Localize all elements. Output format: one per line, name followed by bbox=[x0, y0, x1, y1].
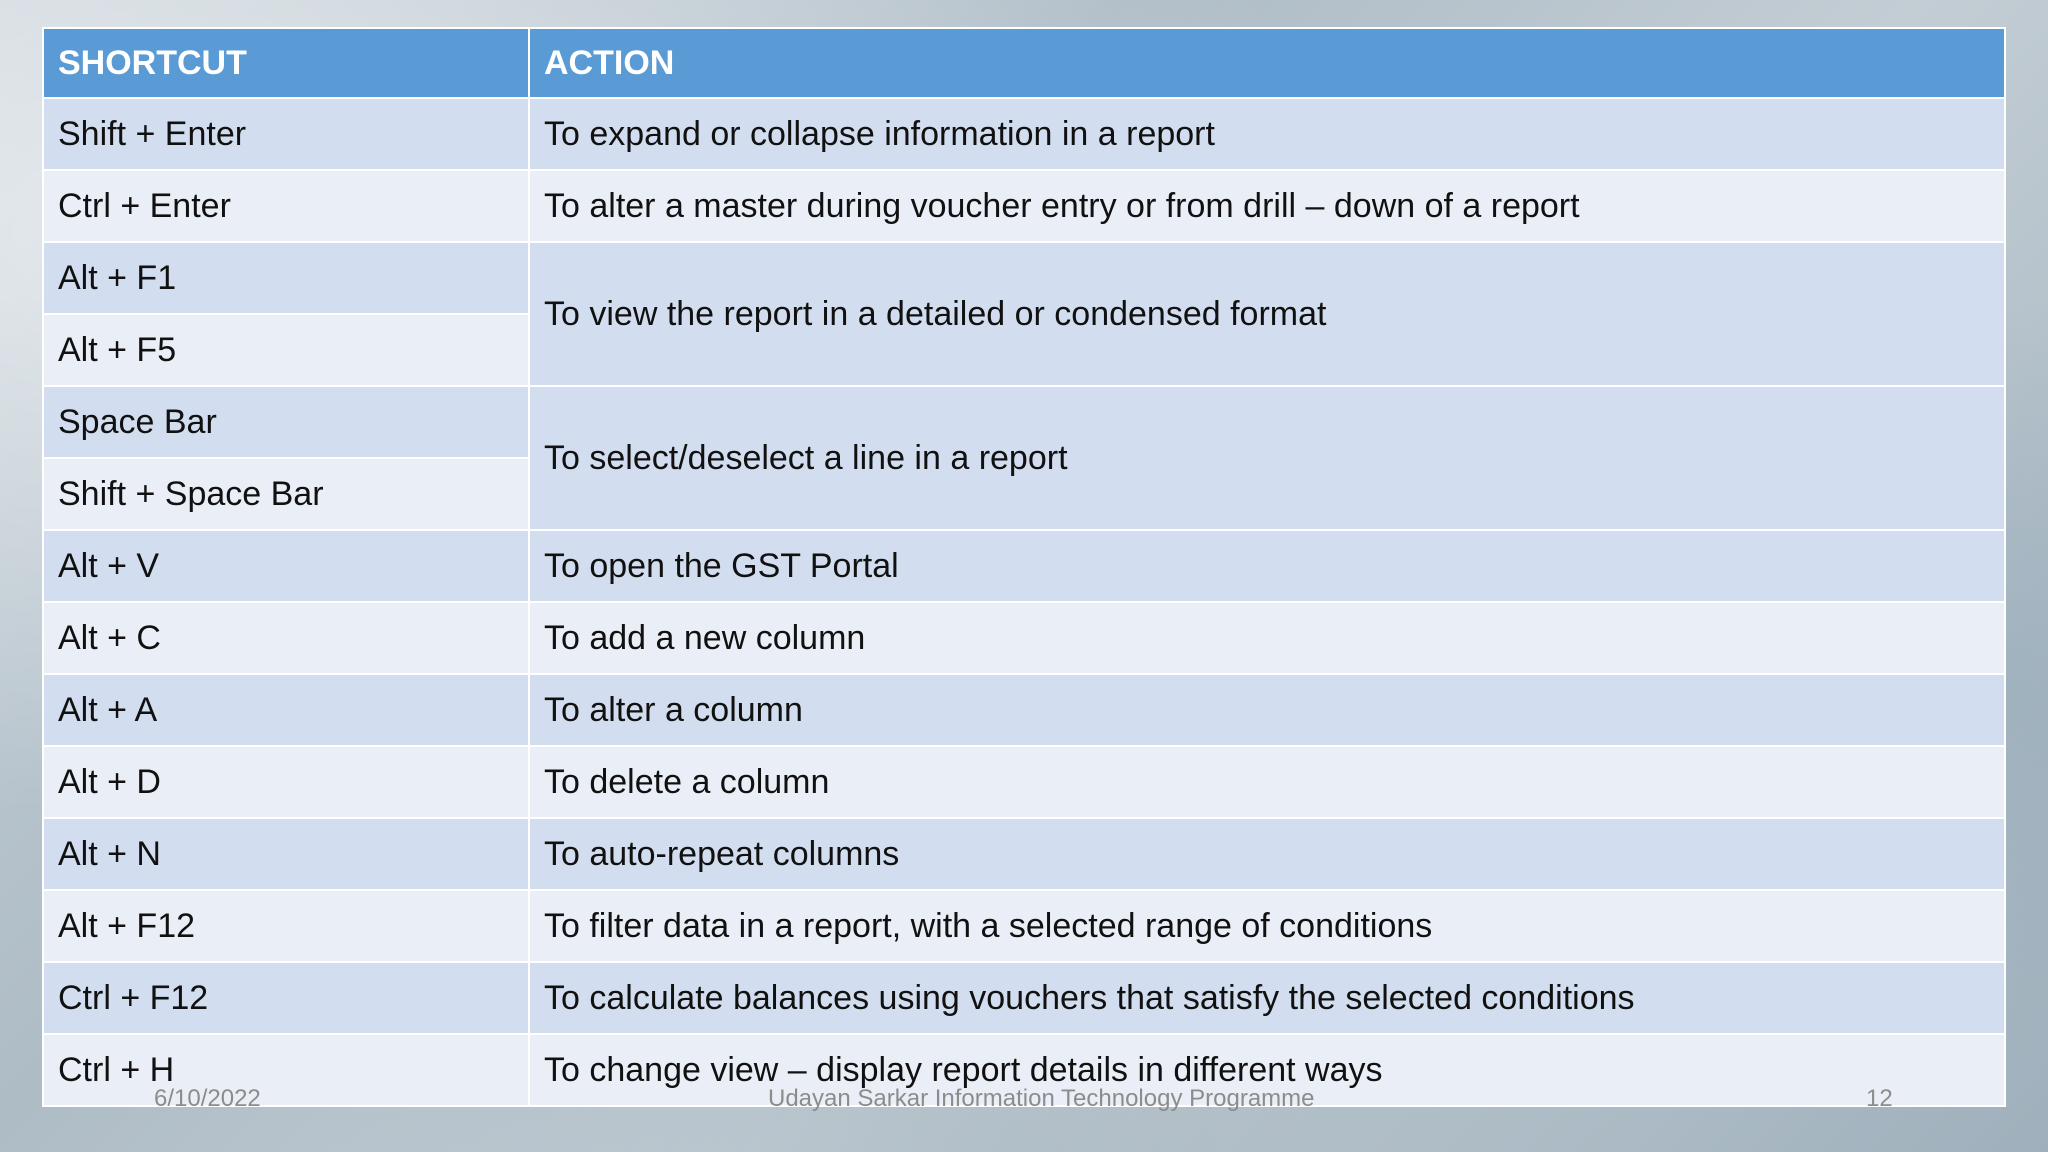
action-cell: To filter data in a report, with a selected range of conditions bbox=[529, 890, 2005, 962]
shortcut-cell: Alt + V bbox=[43, 530, 529, 602]
shortcut-cell: Alt + C bbox=[43, 602, 529, 674]
shortcut-cell: Ctrl + H bbox=[43, 1034, 529, 1106]
action-cell: To add a new column bbox=[529, 602, 2005, 674]
shortcut-cell: Space Bar bbox=[43, 386, 529, 458]
footer-text: Udayan Sarkar Information Technology Programme bbox=[768, 1085, 1315, 1112]
shortcut-cell: Alt + A bbox=[43, 674, 529, 746]
shortcut-cell: Shift + Enter bbox=[43, 98, 529, 170]
shortcut-cell: Shift + Space Bar bbox=[43, 458, 529, 530]
table-row bbox=[43, 386, 2005, 458]
table-row bbox=[43, 242, 2005, 314]
shortcut-cell: Alt + F1 bbox=[43, 242, 529, 314]
table-row bbox=[43, 170, 2005, 242]
footer-date: 6/10/2022 bbox=[154, 1085, 261, 1112]
header-action: ACTION bbox=[529, 28, 2005, 98]
action-cell: To delete a column bbox=[529, 746, 2005, 818]
shortcut-cell: Ctrl + F12 bbox=[43, 962, 529, 1034]
shortcut-cell: Alt + N bbox=[43, 818, 529, 890]
shortcut-cell: Alt + D bbox=[43, 746, 529, 818]
action-cell: To select/deselect a line in a report bbox=[529, 386, 2005, 530]
action-cell: To change view – display report details in different ways bbox=[529, 1034, 2005, 1106]
table-row bbox=[43, 746, 2005, 818]
action-cell: To auto-repeat columns bbox=[529, 818, 2005, 890]
shortcut-cell: Ctrl + Enter bbox=[43, 170, 529, 242]
action-cell: To alter a master during voucher entry or from drill – down of a report bbox=[529, 170, 2005, 242]
shortcut-cell: Alt + F5 bbox=[43, 314, 529, 386]
table-row bbox=[43, 818, 2005, 890]
action-cell: To view the report in a detailed or condensed format bbox=[529, 242, 2005, 386]
action-cell: To expand or collapse information in a report bbox=[529, 98, 2005, 170]
table-row bbox=[43, 674, 2005, 746]
table-row bbox=[43, 602, 2005, 674]
table-header-row bbox=[43, 28, 2005, 98]
page-number: 12 bbox=[1866, 1085, 1893, 1112]
table-row bbox=[43, 890, 2005, 962]
table-row bbox=[43, 98, 2005, 170]
table-row bbox=[43, 530, 2005, 602]
header-shortcut: SHORTCUT bbox=[43, 28, 529, 98]
action-cell: To alter a column bbox=[529, 674, 2005, 746]
action-cell: To open the GST Portal bbox=[529, 530, 2005, 602]
shortcut-table bbox=[42, 27, 2006, 1107]
table-row bbox=[43, 962, 2005, 1034]
action-cell: To calculate balances using vouchers that satisfy the selected conditions bbox=[529, 962, 2005, 1034]
shortcut-cell: Alt + F12 bbox=[43, 890, 529, 962]
